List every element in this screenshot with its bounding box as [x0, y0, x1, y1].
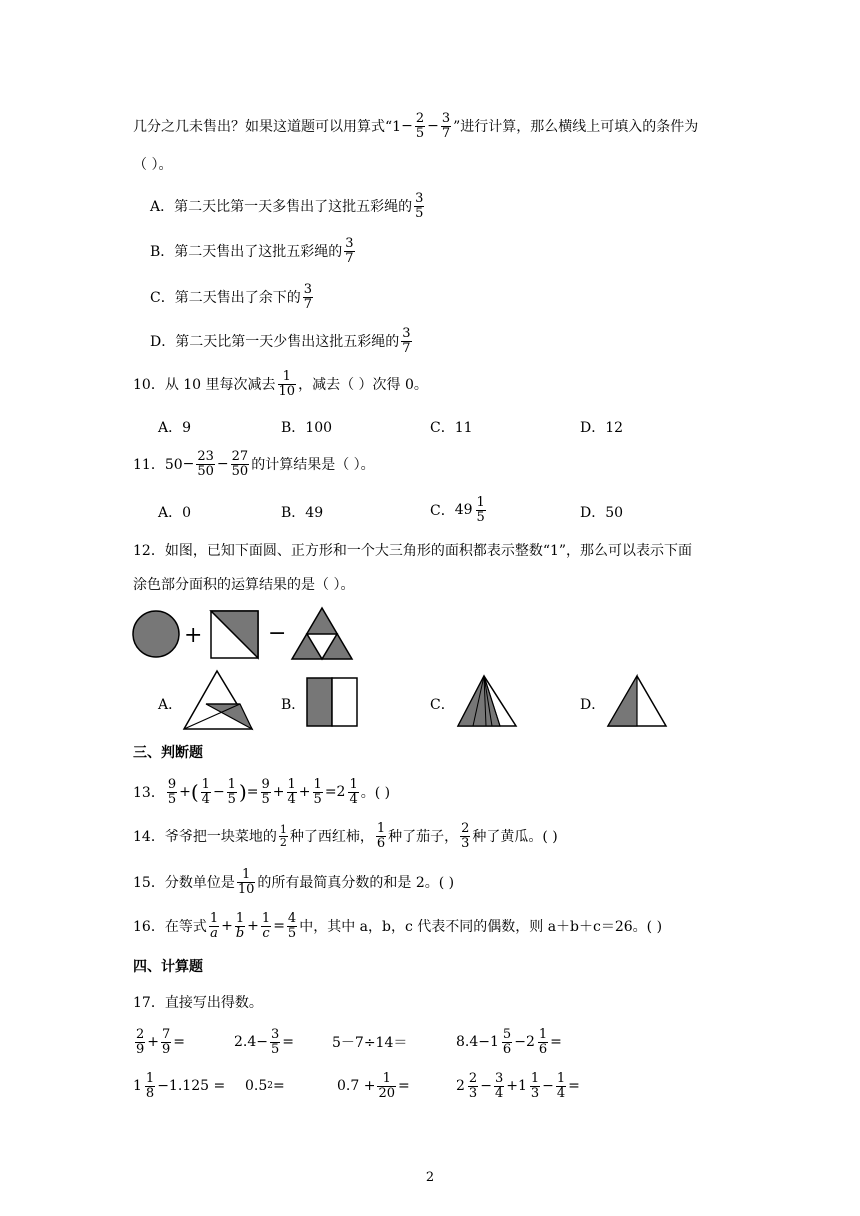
fraction: $\frac{9}{5}$ — [261, 776, 270, 807]
fraction: 1 4 — [349, 776, 358, 807]
fraction: $\frac{23}{50}$ — [197, 448, 214, 479]
q12-option-a-label: A． — [158, 697, 183, 713]
q17-expr-5: 1 1 8 −1.125 = — [133, 1070, 226, 1101]
fraction: 2 3 — [468, 1070, 478, 1101]
q17-expr-7: 0.7 + $\frac{1}{20}$ = — [337, 1070, 410, 1101]
fraction: $\frac{3}{4}$ — [494, 1070, 504, 1101]
fraction: $\frac{3}{5}$ — [271, 1026, 280, 1057]
fraction: 5 6 — [502, 1026, 512, 1057]
fraction: $\frac{1}{b}$ — [235, 910, 245, 941]
q12-option-d-label: D． — [580, 697, 606, 713]
q10-option-d: D．12 — [580, 420, 624, 436]
q17-expr-8: 2 2 3 − $\frac{3}{4}$ + 1 1 3 − $\frac{1}{4}$ = — [456, 1070, 580, 1101]
q11-option-a: A．0 — [158, 505, 192, 521]
q14: 14．爷爷把一块菜地的 1 2 种了西红柿， 1 6 种了茄子， 2 3 种了黄瓜。( ) — [133, 820, 558, 851]
fraction: $\frac{2}{5}$ — [415, 110, 425, 141]
q10-option-a: A．9 — [158, 420, 192, 436]
q11-option-d: D．50 — [580, 505, 624, 521]
section-3-heading: 三、判断题 — [133, 745, 203, 761]
fraction: 2 3 — [461, 820, 470, 851]
fraction: $\frac{1}{20}$ — [378, 1070, 395, 1101]
q17-title: 17．直接写出得数。 — [133, 995, 263, 1011]
q9-option-b: B．第二天售出了这批五彩绳的 3 7 — [150, 235, 354, 266]
q13: 13． 9 5 + ( 1 4 − $\frac{1}{5}$ ) = $\frac{9}{5}$ + $\frac{1}{4}$ + $\frac{1}{5}$ = 2 1 4 。( ) — [133, 776, 391, 807]
q17-expr-2: 2.4 − $\frac{3}{5}$ = — [234, 1026, 295, 1057]
fraction: $\frac{1}{6}$ — [538, 1026, 548, 1057]
q11-option-b: B．49 — [281, 505, 324, 521]
q10-option-c: C．11 — [430, 420, 473, 436]
q10-option-b: B．100 — [281, 420, 333, 436]
fraction: $\frac{1}{c}$ — [261, 910, 271, 941]
q9-line1: 几分之几未售出？如果这道题可以用算式“1 − $\frac{2}{5}$ − $\frac{3}{7}$ ”进行计算，那么横线上可填入的条件为 — [133, 110, 699, 141]
q12-line2: 涂色部分面积的运算结果的是（ ）。 — [133, 577, 355, 593]
fraction: $\frac{27}{50}$ — [231, 448, 249, 479]
fraction: 1 2 — [279, 822, 287, 849]
q9-option-c: C．第二天售出了余下的 3 7 — [150, 281, 312, 312]
fraction: 1 6 — [376, 820, 386, 851]
plus-sign: + — [184, 623, 203, 648]
fraction: 1 8 — [145, 1070, 155, 1101]
q17-expr-1: 2 9 + $\frac{7}{9}$ = — [136, 1026, 186, 1057]
q12-option-c-label: C． — [430, 697, 455, 713]
q11-option-c: C． 49 1 5 — [430, 494, 485, 525]
q9-line2: （ ）。 — [133, 157, 173, 173]
fraction: $\frac{4}{5}$ — [287, 910, 297, 941]
fraction: 1 a — [209, 910, 219, 941]
fraction: 9 5 — [167, 776, 177, 807]
q16: 16．在等式 1 a + $\frac{1}{b}$ + $\frac{1}{c}$ = $\frac{4}{5}$ 中，其中 a，b，c 代表不同的偶数，则 a＋b＋c＝26。( ) — [133, 910, 663, 941]
q17-expr-3: 5－7÷14＝ — [332, 1035, 408, 1051]
fraction: $\frac{1}{4}$ — [287, 776, 296, 807]
q17-expr-6: 0.5 2 = — [245, 1078, 285, 1094]
fraction: 1 10 — [237, 866, 255, 897]
option-b-rect — [307, 678, 332, 726]
fraction: 3 7 — [402, 325, 411, 356]
fraction: $\frac{1}{4}$ — [556, 1070, 566, 1101]
q10-stem: 10．从 10 里每次减去 1 10 ，减去（ ）次得 0。 — [133, 368, 428, 399]
fraction: 1 5 — [476, 494, 485, 525]
section-4-heading: 四、计算题 — [133, 959, 203, 975]
q9-option-d: D．第二天比第一天少售出这批五彩绳的 3 7 — [150, 325, 411, 356]
fraction: 3 7 — [345, 235, 354, 266]
page-number: 2 — [425, 1170, 435, 1185]
fraction: 1 10 — [278, 368, 296, 399]
fraction: 2 9 — [136, 1026, 145, 1057]
q11-stem: 11．50 − $\frac{23}{50}$ − $\frac{27}{50}$ 的计算结果是（ ）。 — [133, 448, 375, 479]
fraction: $\frac{3}{7}$ — [441, 110, 451, 141]
q9-option-a: A．第二天比第一天多售出了这批五彩绳的 3 5 — [150, 190, 424, 221]
fraction: 1 3 — [530, 1070, 540, 1101]
minus-sign: − — [268, 621, 287, 646]
q12-line1: 12．如图，已知下面圆、正方形和一个大三角形的面积都表示整数“1”，那么可以表示下面 — [133, 543, 693, 559]
fraction: 1 4 — [201, 776, 210, 807]
q17-expr-4: 8.4 − 1 5 6 − 2 $\frac{1}{6}$ = — [456, 1026, 562, 1057]
q12-option-b-label: B． — [281, 697, 306, 713]
fraction: $\frac{7}{9}$ — [162, 1026, 171, 1057]
q15: 15．分数单位是 1 10 的所有最简真分数的和是 2。( ) — [133, 866, 455, 897]
fraction: 3 5 — [415, 190, 424, 221]
fraction: $\frac{1}{5}$ — [227, 776, 236, 807]
fraction: 3 7 — [303, 281, 312, 312]
fraction: $\frac{1}{5}$ — [313, 776, 322, 807]
